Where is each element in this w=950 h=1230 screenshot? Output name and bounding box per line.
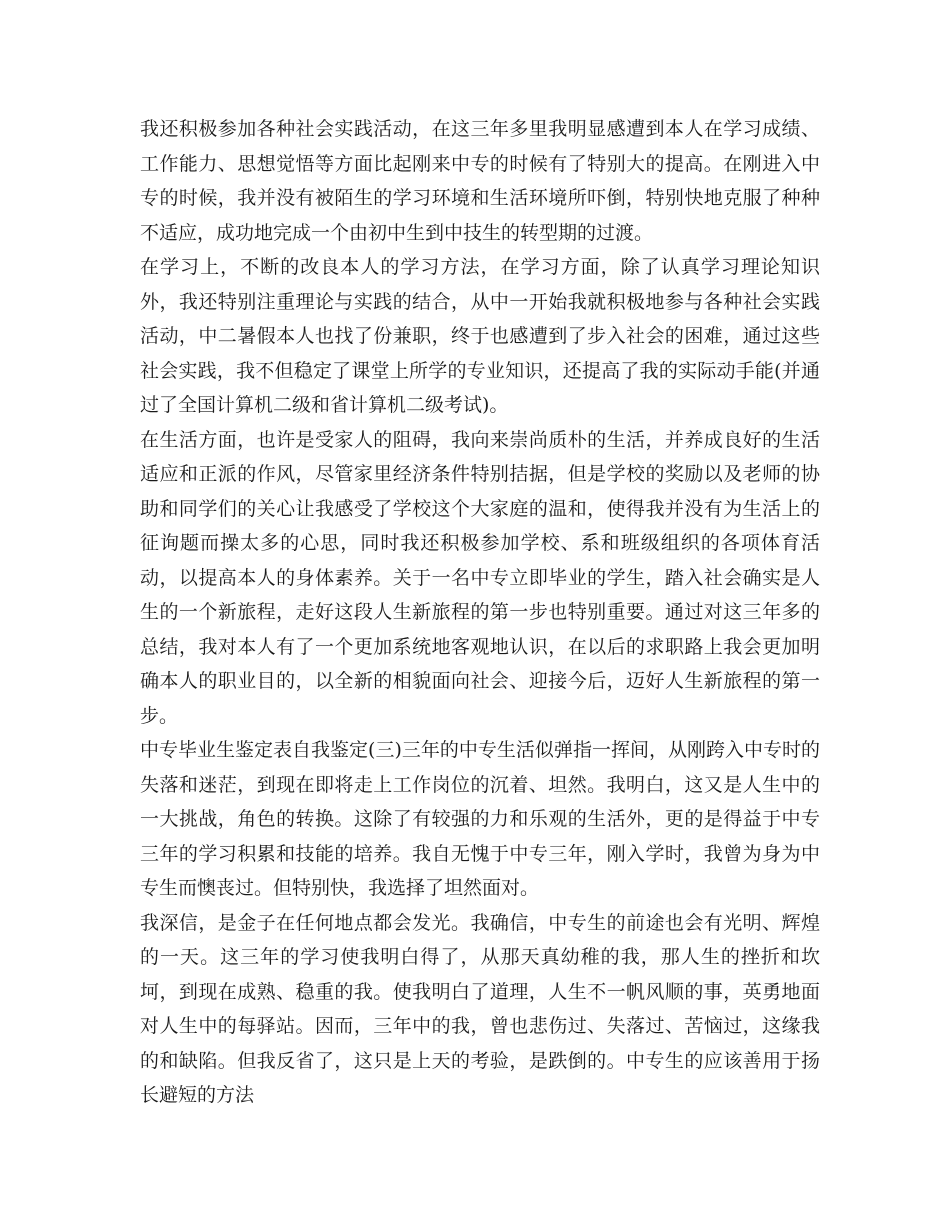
paragraph-life: 在生活方面，也许是受家人的阻碍，我向来崇尚质朴的生活，并养成良好的生活适应和正派的作风，尽管家里经济条件特别拮据，但是学校的奖励以及老师的协助和同学们的关心让我感受了学校这个大家庭的温和，使得我并没有为生活上的征询题而操太多的心思，同时我还积极参加学校、系和班级组织的各项体育活动，以提高本人的身体素养。关于一名中专立即毕业的学生，踏入社会确实是人生的一个新旅程，走好这段人生新旅程的第一步也特别重要。通过对这三年多的总结，我对本人有了一个更加系统地客观地认识，在以后的求职路上我会更加明确本人的职业目的，以全新的相貌面向社会、迎接今后，迈好人生新旅程的第一步。: [140, 428, 820, 727]
paragraph-self-appraisal: 中专毕业生鉴定表自我鉴定(三)三年的中专生活似弹指一挥间，从刚跨入中专时的失落和迷茫，到现在即将走上工作岗位的沉着、坦然。我明白，这又是人生中的一大挑战，角色的转换。这除了有较强的力和乐观的生活外，更的是得益于中专三年的学习积累和技能的培养。我自无愧于中专三年，刚入学时，我曾为身为中专生而懊丧过。但特别快，我选择了坦然面对。: [140, 739, 820, 899]
paragraph-belief: 我深信，是金子在任何地点都会发光。我确信，中专生的前途也会有光明、辉煌的一天。这三年的学习使我明白得了，从那天真幼稚的我，那人生的挫折和坎坷，到现在成熟、稳重的我。使我明白了道理，人生不一帆风顺的事，英勇地面对人生中的每驿站。因而，三年中的我，曾也悲伤过、失落过、苦恼过，这缘我的和缺陷。但我反省了，这只是上天的考验，是跌倒的。中专生的应该善用于扬长避短的方法: [140, 911, 820, 1106]
paragraph-study: 在学习上，不断的改良本人的学习方法，在学习方面，除了认真学习理论知识外，我还特别注重理论与实践的结合，从中一开始我就积极地参与各种社会实践活动，中二暑假本人也找了份兼职，终于也感遭到了步入社会的困难，通过这些社会实践，我不但稳定了课堂上所学的专业知识，还提高了我的实际动手能(并通过了全国计算机二级和省计算机二级考试)。: [140, 256, 820, 416]
paragraph-practice: 我还积极参加各种社会实践活动，在这三年多里我明显感遭到本人在学习成绩、工作能力、思想觉悟等方面比起刚来中专的时候有了特别大的提高。在刚进入中专的时候，我并没有被陌生的学习环境和生活环境所吓倒，特别快地克服了种种不适应，成功地完成一个由初中生到中技生的转型期的过渡。: [140, 118, 820, 244]
document-page: [140, 112, 820, 1113]
